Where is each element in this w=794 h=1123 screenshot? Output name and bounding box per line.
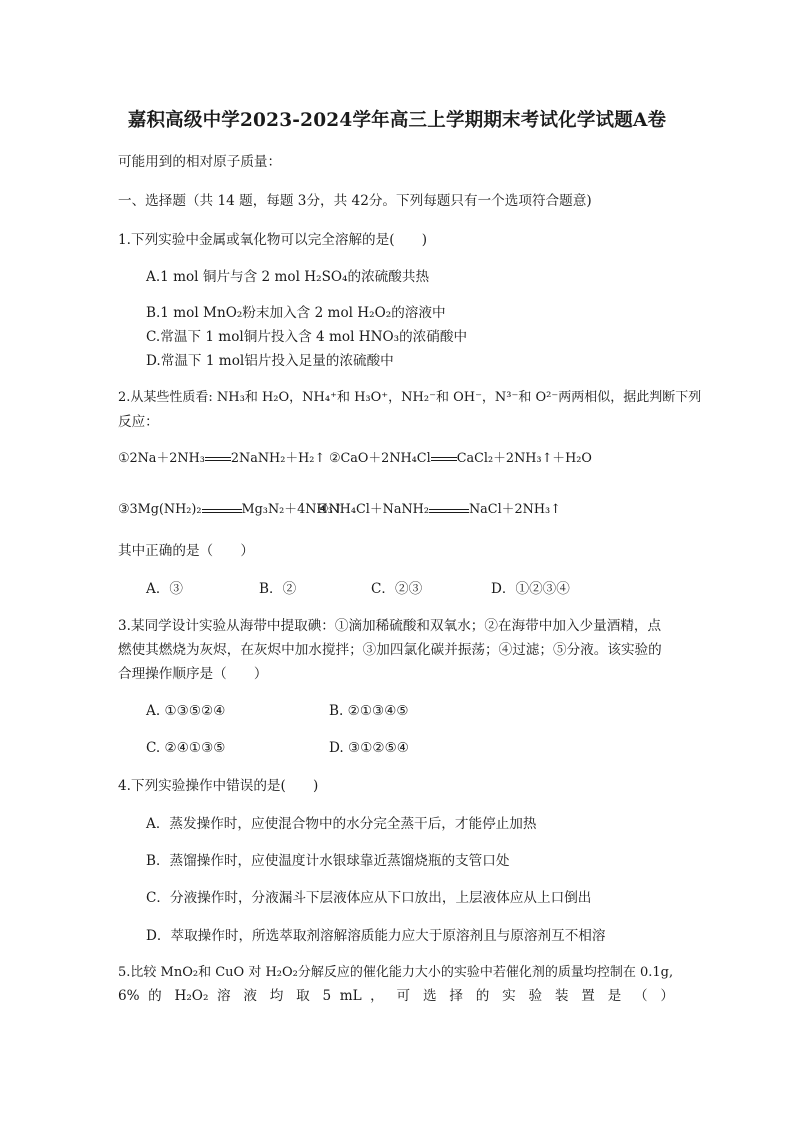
question-3-option-a: A. ①③⑤②④ <box>146 703 226 719</box>
question-3-option-c: C. ②④①③⑤ <box>146 740 226 756</box>
question-5-line1: 5.比较 MnO₂和 CuO 对 H₂O₂分解反应的催化能力大小的实验中若催化剂的质量均控制在 0.1g, <box>118 965 674 980</box>
question-5-line2: 6% 的 H₂O₂ 溶 液 均 取 5 mL ， 可 选 择 的 实 验 装 置 是 （ ） <box>118 988 674 1004</box>
question-4-option-b: B．蒸馏操作时，应使温度计水银球靠近蒸馏烧瓶的支管口处 <box>146 853 510 869</box>
question-4-option-d: D．萃取操作时，所选萃取剂溶解溶质能力应大于原溶剂且与原溶剂互不相溶 <box>146 928 606 944</box>
reaction-1 <box>118 450 325 468</box>
question-3-option-d: D. ③①②⑤④ <box>329 740 409 756</box>
section-heading: 一、选择题（共 14 题，每题 3分，共 42分。下列每题只有一个选项符合题意) <box>118 193 592 209</box>
question-1-option-b: B.1 mol MnO₂粉末加入含 2 mol H₂O₂的溶液中 <box>146 305 446 321</box>
reaction-3 <box>118 500 343 519</box>
reaction-2-reactants: ②CaO＋2NH₄Cl <box>329 451 431 466</box>
reaction-4-products: NaCl＋2NH₃↑ <box>468 502 561 517</box>
reaction-4 <box>317 500 561 519</box>
reaction-2-products: CaCl₂＋2NH₃↑＋H₂O <box>456 451 592 466</box>
question-3-line2: 燃使其燃烧为灰烬，在灰烬中加水搅拌；③加四氯化碳并振荡；④过滤；⑤分液。该实验的 <box>118 642 662 658</box>
reaction-4-reactants: ④NH₄Cl＋NaNH₂ <box>317 502 429 517</box>
question-2-stem-line2: 反应： <box>118 414 159 430</box>
reaction-1-reactants: ①2Na＋2NH₃ <box>118 451 205 466</box>
equals-sign-icon <box>431 457 457 461</box>
question-2-option-b: B．② <box>259 581 297 597</box>
question-1-option-c: C.常温下 1 mol铜片投入含 4 mol HNO₃的浓硝酸中 <box>146 329 468 345</box>
question-2-stem-line1: 2.从某些性质看: NH₃和 H₂O，NH₄⁺和 H₃O⁺，NH₂⁻和 OH⁻，N³⁻和 O²⁻两两相似，据此判断下列 <box>118 390 702 405</box>
heat-condition-icon <box>429 500 469 513</box>
question-2-option-d: D．①②③④ <box>491 581 570 597</box>
equals-sign-icon <box>205 457 231 461</box>
question-4-option-a: A．蒸发操作时，应使混合物中的水分完全蒸干后，才能停止加热 <box>146 816 537 832</box>
question-1-option-d: D.常温下 1 mol铝片投入足量的浓硫酸中 <box>146 353 394 369</box>
question-3-line3: 合理操作顺序是（ ） <box>118 666 268 682</box>
intro-text: 可能用到的相对原子质量： <box>118 154 282 170</box>
question-2-ask: 其中正确的是（ ） <box>118 543 254 559</box>
question-3-option-b: B. ②①③④⑤ <box>329 703 409 719</box>
reaction-1-products: 2NaNH₂＋H₂↑ <box>230 451 326 466</box>
question-1-option-a: A.1 mol 铜片与含 2 mol H₂SO₄的浓硫酸共热 <box>146 269 430 285</box>
question-2-option-c: C．②③ <box>371 581 423 597</box>
reaction-3-reactants: ③3Mg(NH₂)₂ <box>118 502 202 517</box>
reaction-3-products: Mg₃N₂＋4NH₃↑ <box>241 502 344 517</box>
question-2-option-a: A．③ <box>146 581 184 597</box>
page-title: 嘉积高级中学2023-2024学年高三上学期期末考试化学试题A卷 <box>127 110 667 131</box>
reaction-2 <box>329 450 592 468</box>
heat-condition-icon <box>202 500 242 513</box>
question-1-stem: 1.下列实验中金属或氧化物可以完全溶解的是( ) <box>118 232 428 248</box>
question-4-stem: 4.下列实验操作中错误的是( ) <box>118 778 319 794</box>
question-4-option-c: C．分液操作时，分液漏斗下层液体应从下口放出，上层液体应从上口倒出 <box>146 890 592 906</box>
question-3-line1: 3.某同学设计实验从海带中提取碘：①滴加稀硫酸和双氧水；②在海带中加入少量酒精，点 <box>118 618 662 634</box>
